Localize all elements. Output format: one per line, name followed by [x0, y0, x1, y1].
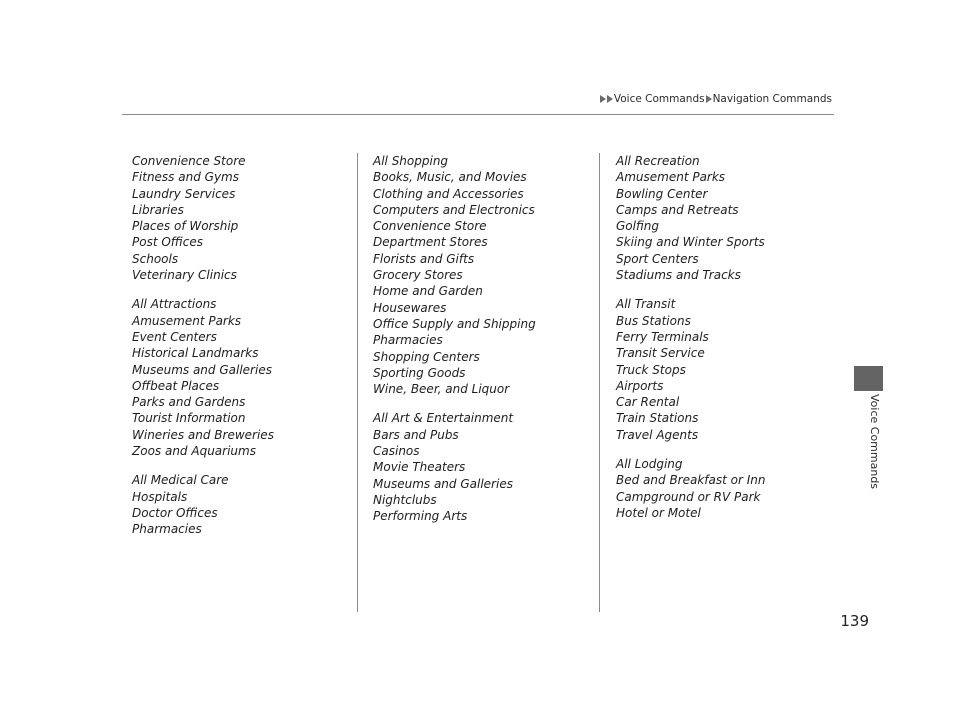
list-item: Event Centers: [132, 329, 217, 344]
list-item: Shopping Centers: [373, 349, 480, 364]
list-item: All Transit: [616, 297, 676, 312]
list-item: Museums and Galleries: [132, 362, 272, 377]
group-gap: [373, 397, 536, 410]
list-item: Fitness and Gyms: [132, 170, 239, 185]
list-item: Wine, Beer, and Liquor: [373, 382, 510, 397]
list-item: Train Stations: [616, 411, 699, 426]
group-gap: [616, 443, 765, 456]
list-item: All Recreation: [616, 154, 700, 168]
list-item: All Shopping: [373, 154, 449, 168]
list-item: Office Supply and Shipping: [373, 316, 536, 331]
list-item: Golfing: [616, 219, 659, 234]
group-gap: [616, 283, 765, 296]
arrow-right-icon: [607, 95, 613, 103]
list-item: Zoos and Aquariums: [132, 444, 256, 459]
list-item: Bars and Pubs: [373, 427, 459, 442]
list-item: Amusement Parks: [616, 170, 726, 185]
list-item: All Medical Care: [132, 473, 229, 488]
list-item: Airports: [616, 378, 664, 393]
list-item: Places of Worship: [132, 219, 239, 234]
list-item: Veterinary Clinics: [132, 268, 237, 283]
breadcrumb: [600, 93, 833, 105]
list-item: Amusement Parks: [132, 313, 242, 328]
column-3: [616, 153, 765, 521]
list-item: Hotel or Motel: [616, 505, 701, 520]
list-item: Historical Landmarks: [132, 346, 259, 361]
page-number: 139: [840, 612, 869, 630]
list-item: Convenience Store: [132, 154, 246, 168]
list-item: Convenience Store: [373, 219, 487, 234]
list-item: Travel Agents: [616, 427, 699, 442]
list-item: Books, Music, and Movies: [373, 170, 527, 185]
list-item: Skiing and Winter Sports: [616, 235, 765, 250]
list-item: Post Offices: [132, 235, 204, 250]
list-item: Grocery Stores: [373, 268, 463, 283]
list-item: Nightclubs: [373, 492, 437, 507]
column-2: [373, 153, 536, 525]
list-item: Museums and Galleries: [373, 476, 513, 491]
side-tab-marker[interactable]: [854, 366, 883, 391]
list-item: Car Rental: [616, 395, 680, 410]
list-item: Stadiums and Tracks: [616, 268, 741, 283]
list-item: Casinos: [373, 444, 420, 459]
list-item: Wineries and Breweries: [132, 427, 274, 442]
list-item: Sporting Goods: [373, 365, 466, 380]
group-gap: [132, 283, 274, 296]
list-item: Campground or RV Park: [616, 489, 761, 504]
list-item: Movie Theaters: [373, 460, 466, 475]
list-item: Offbeat Places: [132, 378, 220, 393]
list-item: Performing Arts: [373, 509, 468, 524]
arrow-right-icon: [706, 95, 712, 103]
list-item: Libraries: [132, 202, 184, 217]
list-item: All Lodging: [616, 457, 683, 472]
list-item: All Art & Entertainment: [373, 411, 514, 426]
list-item: Bowling Center: [616, 186, 708, 201]
column-divider: [599, 153, 600, 612]
group-gap: [132, 459, 274, 472]
list-item: Department Stores: [373, 235, 488, 250]
list-item: Doctor Offices: [132, 505, 218, 520]
list-item: Clothing and Accessories: [373, 186, 524, 201]
list-item: Hospitals: [132, 489, 188, 504]
list-item: Tourist Information: [132, 411, 246, 426]
list-item: All Attractions: [132, 297, 217, 312]
breadcrumb-section[interactable]: Voice Commands: [613, 93, 705, 105]
list-item: Home and Garden: [373, 284, 483, 299]
list-item: Housewares: [373, 300, 447, 315]
arrow-right-icon: [600, 95, 606, 103]
list-item: Computers and Electronics: [373, 202, 535, 217]
list-item: Schools: [132, 251, 179, 266]
list-item: Camps and Retreats: [616, 202, 739, 217]
list-item: Transit Service: [616, 346, 705, 361]
list-item: Florists and Gifts: [373, 251, 475, 266]
list-item: Parks and Gardens: [132, 395, 246, 410]
list-item: Pharmacies: [373, 333, 443, 348]
list-item: Sport Centers: [616, 251, 699, 266]
list-item: Laundry Services: [132, 186, 236, 201]
list-item: Pharmacies: [132, 522, 202, 537]
list-item: Truck Stops: [616, 362, 686, 377]
column-divider: [357, 153, 358, 612]
breadcrumb-subsection[interactable]: Navigation Commands: [712, 93, 832, 105]
column-1: [132, 153, 274, 538]
side-tab-label[interactable]: Voice Commands: [868, 394, 881, 490]
header-divider: [122, 114, 834, 115]
list-item: Ferry Terminals: [616, 329, 709, 344]
list-item: Bus Stations: [616, 313, 691, 328]
list-item: Bed and Breakfast or Inn: [616, 473, 766, 488]
